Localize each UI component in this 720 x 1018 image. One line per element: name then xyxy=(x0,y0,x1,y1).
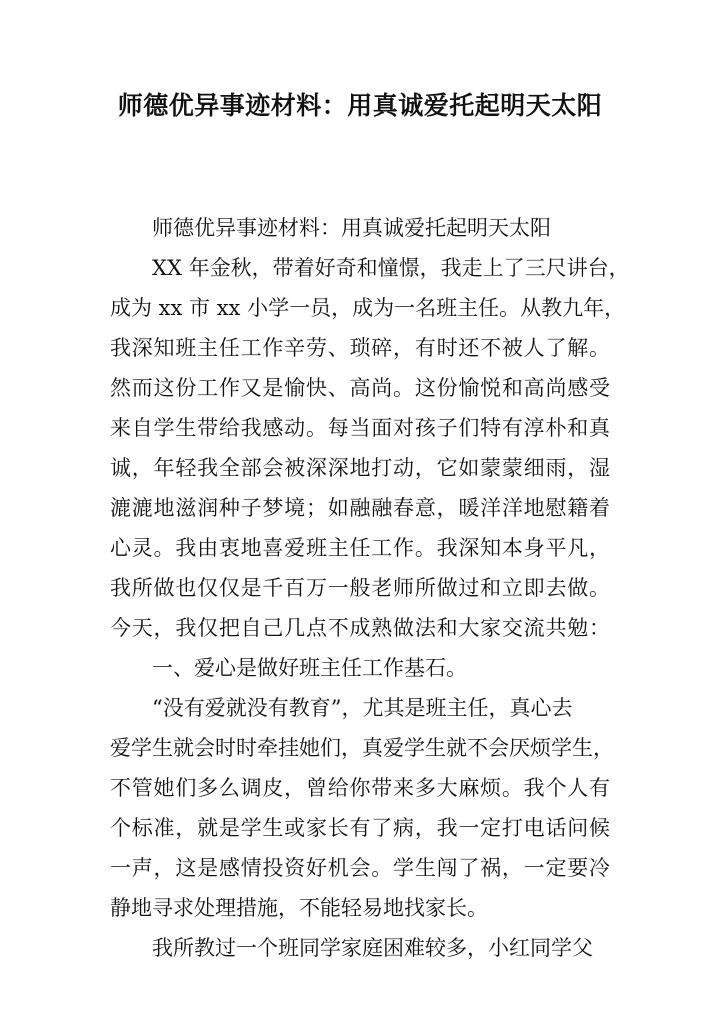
paragraph-line: 我所教过一个班同学家庭困难较多，小红同学父 xyxy=(152,936,593,960)
section-heading: 一、爱心是做好班主任工作基石。 xyxy=(152,656,467,680)
paragraph-line: 师德优异事迹材料：用真诚爱托起明天太阳 xyxy=(152,216,551,240)
paragraph-line: 我深知班主任工作辛劳、琐碎，有时还不被人了解。 xyxy=(110,336,610,360)
paragraph-line: 不管她们多么调皮，曾给你带来多大麻烦。我个人有 xyxy=(110,776,610,800)
paragraph-line: 漉漉地滋润种子梦境；如融融春意，暖洋洋地慰籍着 xyxy=(110,496,610,520)
paragraph-line: 我所做也仅仅是千百万一般老师所做过和立即去做。 xyxy=(110,576,610,600)
paragraph-line: 爱学生就会时时牵挂她们，真爱学生就不会厌烦学生， xyxy=(110,736,614,760)
document-title: 师德优异事迹材料：用真诚爱托起明天太阳 xyxy=(117,91,603,120)
paragraph-line: 个标准，就是学生或家长有了病，我一定打电话问候 xyxy=(110,816,610,840)
paragraph-line: 静地寻求处理措施，不能轻易地找家长。 xyxy=(110,896,488,920)
paragraph-line: 然而这份工作又是愉快、高尚。这份愉悦和高尚感受 xyxy=(110,376,610,400)
paragraph-line: 一声，这是感情投资好机会。学生闯了祸，一定要冷 xyxy=(110,856,610,880)
paragraph-line: 成为 xx 市 xx 小学一员，成为一名班主任。从教九年， xyxy=(110,296,626,320)
paragraph-line: 今天，我仅把自己几点不成熟做法和大家交流共勉： xyxy=(110,616,610,640)
paragraph-line: 来自学生带给我感动。每当面对孩子们特有淳朴和真 xyxy=(110,416,610,440)
paragraph-line: 诚，年轻我全部会被深深地打动，它如蒙蒙细雨，湿 xyxy=(110,456,610,480)
paragraph-line: XX 年金秋，带着好奇和憧憬，我走上了三尺讲台， xyxy=(152,256,630,280)
paragraph-line: 心灵。我由衷地喜爱班主任工作。我深知本身平凡， xyxy=(110,536,610,560)
document-body xyxy=(110,208,630,968)
paragraph-line: “没有爱就没有教育”，尤其是班主任，真心去 xyxy=(152,696,573,720)
